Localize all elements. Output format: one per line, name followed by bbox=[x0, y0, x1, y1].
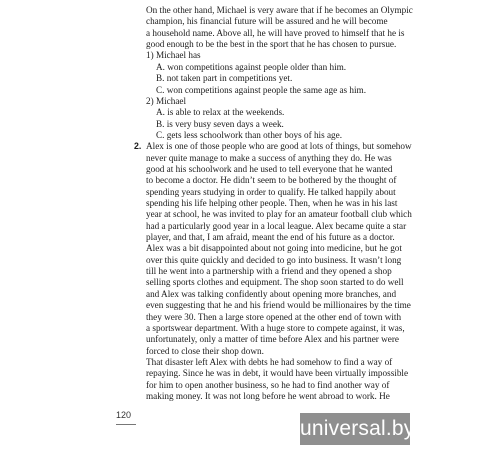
text-line: a household name. Above all, he will have proved to himself that he is bbox=[146, 27, 405, 38]
watermark: universal.by bbox=[300, 413, 410, 445]
answer-option: C. gets less schoolwork than other boys of his age. bbox=[156, 129, 343, 140]
text-line: for him to open another business, so he had to find another way of bbox=[146, 379, 390, 390]
answer-option: A. is able to relax at the weekends. bbox=[156, 107, 285, 118]
text-line: That disaster left Alex with debts he had somehow to find a way of bbox=[146, 356, 393, 367]
text-line: champion, his financial future will be assured and he will become bbox=[146, 16, 388, 27]
text-line: to become a doctor. He didn’t seem to be bothered by the thought of bbox=[146, 175, 397, 186]
text-line: On the other hand, Michael is very aware that if he becomes an Olympic bbox=[146, 5, 413, 15]
text-line: year at school, he was invited to play for an amateur football club which bbox=[146, 209, 412, 220]
answer-option: B. is very busy seven days a week. bbox=[156, 118, 284, 129]
text-line: and Alex was talking confidently about opening more branches, and bbox=[146, 288, 397, 299]
text-line: spending his life helping other people. Then, when he was in his last bbox=[146, 197, 398, 208]
text-line: till he went into a partnership with a friend and they opened a shop bbox=[146, 266, 392, 276]
page-number: 120 bbox=[116, 410, 132, 420]
text-line: they were 30. Then a large store opened at the other end of town with bbox=[146, 311, 402, 322]
question-1: 1) Michael has bbox=[146, 50, 201, 61]
text-line: had a particularly good year in a local league. Alex became quite a star bbox=[146, 220, 407, 231]
text-line: unfortunately, only a matter of time before Alex and his partner were bbox=[146, 334, 399, 345]
text-line: spending years studying in order to qualify. He talked happily about bbox=[146, 186, 396, 197]
text-line: forced to close their shop down. bbox=[146, 345, 264, 356]
item-number: 2. bbox=[134, 141, 142, 152]
text-line: a sportswear department. With a huge store to compete against, it was, bbox=[146, 322, 405, 333]
answer-option: A. won competitions against people older than him. bbox=[156, 61, 347, 72]
question-2: 2) Michael bbox=[146, 95, 187, 106]
text-line: Alex is one of those people who are good at lots of things, but somehow bbox=[146, 141, 412, 152]
text-line: never quite manage to make a success of anything they do. He was bbox=[146, 152, 392, 163]
text-line: good enough to be the best in the sport that he has chosen to pursue. bbox=[146, 39, 397, 50]
text-line: repaying. Since he was in debt, it would have been virtually impossible bbox=[146, 368, 409, 379]
answer-option: B. not taken part in competitions yet. bbox=[156, 73, 293, 84]
page-number-rule bbox=[116, 424, 136, 425]
text-line: Alex was a bit disappointed about not going into medicine, but he got bbox=[146, 243, 402, 254]
text-line: even suggesting that he and his friend would be millionaires by the time bbox=[146, 300, 411, 311]
text-line: selling sports clothes and equipment. The shop soon started to do well bbox=[146, 277, 404, 288]
answer-option: C. won competitions against people the same age as him. bbox=[156, 84, 366, 95]
text-line: over this quite quickly and decided to go into business. It wasn’t long bbox=[146, 254, 402, 265]
text-line: player, and that, I am afraid, meant the end of his future as a doctor. bbox=[146, 232, 395, 242]
text-line: good at his schoolwork and he used to tell everyone that he wanted bbox=[146, 163, 393, 174]
text-line: making money. It was not long before he went abroad to work. He bbox=[146, 390, 390, 401]
